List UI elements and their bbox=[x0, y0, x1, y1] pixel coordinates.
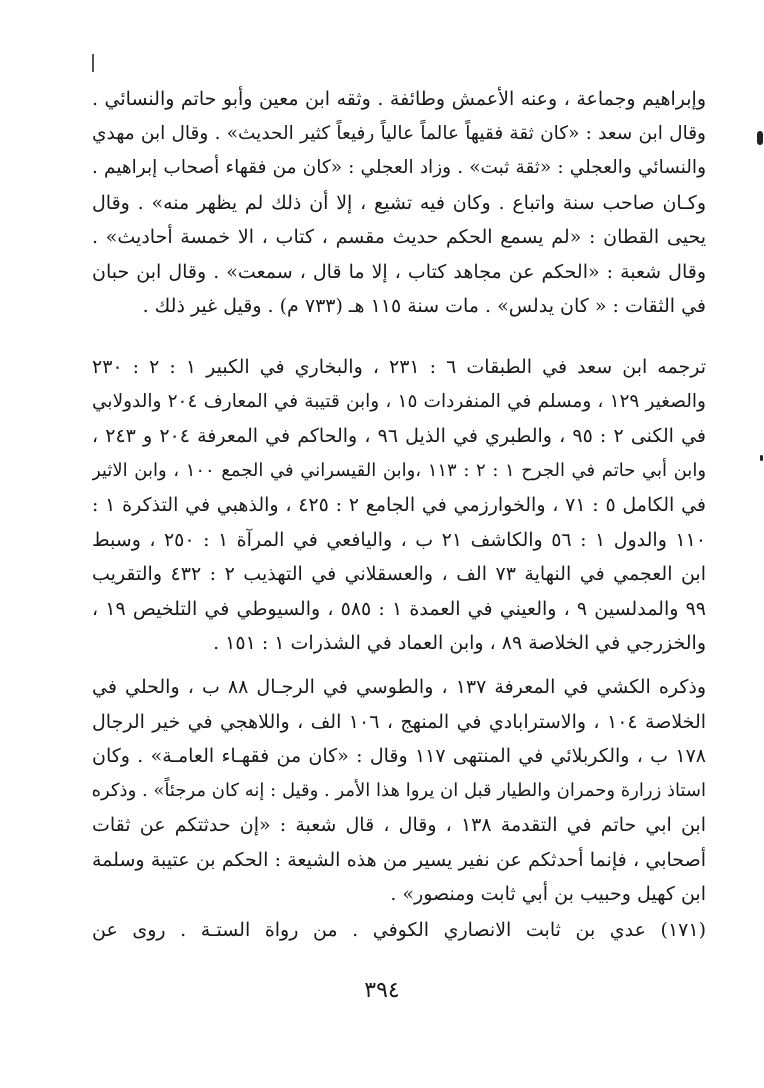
text-line: والخزرجي في الخلاصة ٨٩ ، وابن العماد في الشذرات ١ : ١٥١ . bbox=[213, 632, 706, 654]
text-line: والنسائي والعجلي : «ثقة ثبت» . وزاد العجلي : «كان من فقهاء أصحاب إبراهيم . bbox=[92, 157, 706, 178]
paragraph-biography bbox=[92, 82, 706, 324]
text-line: ابن كهيل وحبيب بن أبي ثابت ومنصور» . bbox=[390, 883, 706, 905]
binding-mark bbox=[757, 131, 763, 145]
text-line: يحيى القطان : «لم يسمع الحكم حديث مقسم ، كتاب ، الا خمسة أحاديث» . bbox=[92, 226, 706, 248]
text-line: في الثقات : « كان يدلس» . مات سنة ١١٥ هـ (٧٣٣ م) . وقيل غير ذلك . bbox=[142, 295, 706, 317]
text-line: ١١٠ والدول ١ : ٥٦ والكاشف ٢١ ب ، واليافعي في المرآة ١ : ٢٥٠ ، وسبط bbox=[92, 528, 706, 551]
text-line: ابن العجمي في النهاية ٧٣ الف ، والعسقلاني في التهذيب ٢ : ٤٣٢ والتقريب bbox=[92, 563, 706, 585]
text-line: في الكامل ٥ : ٧١ ، والخوارزمي في الجامع ٢ : ٤٢٥ ، والذهبي في التذكرة ١ : bbox=[92, 494, 706, 516]
text-line: في الكنى ٢ : ٩٥ ، والطبري في الذيل ٩٦ ، والحاكم في المعرفة ٢٠٤ و ٢٤٣ ، bbox=[92, 425, 706, 447]
text-line: وابن أبي حاتم في الجرح ١ : ٢ : ١١٣ ،وابن القيسراني في الجمع ١٠٠ ، وابن الاثير bbox=[92, 459, 706, 481]
text-line: والصغير ١٢٩ ، ومسلم في المنفردات ١٥ ، وابن قتيبة في المعارف ٢٠٤ والدولابي bbox=[92, 390, 706, 412]
text-line: ترجمه ابن سعد في الطبقات ٦ : ٢٣١ ، والبخاري في الكبير ١ : ٢ : ٢٣٠ bbox=[92, 356, 706, 378]
text-line: الخلاصة ١٠٤ ، والاسترابادي في المنهج ، ١٠٦ الف ، واللاهجي في خير الرجال bbox=[92, 710, 706, 733]
text-line: وقال ابن سعد : «كان ثقة فقيهاً عالماً عالياً رفيعاً كثير الحديث» . وقال ابن مهدي bbox=[92, 122, 706, 144]
binding-mark-small bbox=[760, 455, 763, 461]
text-line: ابن ابي حاتم في التقدمة ١٣٨ ، وقال ، قال شعبة : «إن حدثتكم عن ثقات bbox=[92, 814, 706, 836]
paragraph-entry-171 bbox=[92, 913, 706, 948]
text-line: (١٧١) عدي بن ثابت الانصاري الكوفي . من رواة الستـة . روى عن bbox=[92, 919, 706, 941]
text-line: وإبراهيم وجماعة ، وعنه الأعمش وطائفة . وثقه ابن معين وأبو حاتم والنسائي . bbox=[92, 88, 706, 110]
margin-mark bbox=[92, 54, 94, 72]
text-line: أصحابي ، فإنما أحدثكم عن نفير يسير من هذه الشيعة : الحكم بن عتيبة وسلمة bbox=[92, 848, 706, 871]
text-line: وذكره الكشي في المعرفة ١٣٧ ، والطوسي في الرجـال ٨٨ ب ، والحلي في bbox=[92, 676, 706, 698]
paragraph-shia-sources bbox=[92, 670, 706, 912]
paragraph-sources bbox=[92, 350, 706, 661]
text-line: وكـان صاحب سنة واتباع . وكان فيه تشيع ، إلا أن ذلك لم يظهر منه» . وقال bbox=[92, 191, 706, 214]
text-line: ٩٩ والمدلسين ٩ ، والعيني في العمدة ١ : ٥٨٥ ، والسيوطي في التلخيص ١٩ ، bbox=[92, 597, 706, 620]
text-line: وقال شعبة : «الحكم عن مجاهد كتاب ، إلا ما قال ، سمعت» . وقال ابن حبان bbox=[92, 260, 706, 283]
text-line: استاذ زرارة وحمران والطيار قبل ان يروا هذا الأمر . وقيل : إنه كان مرجئاً» . وذكره bbox=[92, 779, 706, 801]
page-number: ٣٩٤ bbox=[364, 978, 400, 1003]
text-line: ١٧٨ ب ، والكربلائي في المنتهى ١١٧ وقال : «كان من فقهـاء العامـة» . وكان bbox=[92, 745, 706, 767]
